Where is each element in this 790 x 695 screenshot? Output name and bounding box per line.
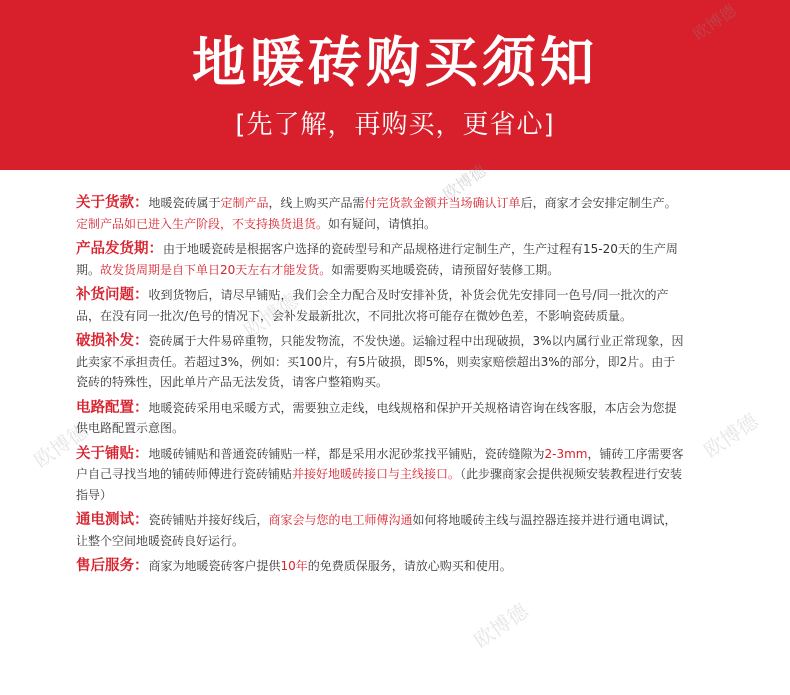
body-text: 如需要购买地暖瓷砖，请预留好装修工期。 bbox=[331, 262, 560, 277]
section-label: 通电测试： bbox=[76, 512, 149, 528]
section-label: 补货问题： bbox=[76, 287, 149, 303]
notice-section bbox=[76, 444, 686, 506]
notice-section bbox=[76, 193, 686, 234]
body-text: 如有疑问，请慎拍。 bbox=[328, 216, 437, 231]
section-label: 售后服务： bbox=[76, 558, 149, 574]
body-text: 地暖瓷砖属于 bbox=[148, 196, 221, 210]
highlight-text: 付完货款金额并当场确认订单 bbox=[364, 196, 521, 210]
notice-section bbox=[76, 285, 686, 326]
highlight-text: 商家会与您的电工师傅沟通 bbox=[268, 513, 413, 527]
notice-section bbox=[76, 398, 686, 439]
body-text: ，线上购买产品需 bbox=[268, 196, 365, 210]
body-text: 瓷砖铺贴并接好线后， bbox=[148, 513, 269, 527]
body-text: （此步骤商家会提供视频安装教程进行安装指导） bbox=[76, 467, 683, 502]
highlight-text: 2-3mm bbox=[544, 446, 588, 461]
body-text: 地暖瓷砖采用电采暖方式，需要独立走线，电线规格和保护开关规格请咨询在线客服，本店会为您提供电路配置示意图。 bbox=[76, 400, 677, 435]
notice-section bbox=[76, 510, 686, 551]
section-label: 破损补发： bbox=[76, 333, 149, 349]
notice-section bbox=[76, 331, 686, 393]
watermark: 欧博德 bbox=[239, 288, 303, 343]
body-text: 瓷砖属于大件易碎重物，只能发物流，不发快递。运输过程中出现破损，3%以内属行业正常现象，因此卖家不承担责任。若超过3%，例如：买100片，有5片破损，即5%，则卖家赔偿超出3%的部分，即2片。由于瓷砖的特殊性，因此单片产品无法发货，请客户整箱购买。 bbox=[76, 334, 684, 389]
section-label: 产品发货期： bbox=[76, 241, 163, 257]
watermark: 欧博德 bbox=[699, 408, 763, 463]
notice-content bbox=[76, 193, 686, 582]
body-text: ，铺砖工序需要客户自己寻找当地的铺砖师傅进行瓷砖铺贴 bbox=[76, 446, 684, 481]
watermark: 欧博德 bbox=[469, 598, 533, 653]
highlight-text: 10年 bbox=[280, 559, 308, 573]
body-text: 的免费质保服务，请放心购买和使用。 bbox=[307, 559, 512, 573]
page-title: 地暖砖购买须知 bbox=[192, 31, 598, 94]
body-text: 后，商家才会安排定制生产。 bbox=[520, 196, 677, 210]
watermark: 欧博德 bbox=[29, 418, 93, 473]
highlight-text: 并接好地暖砖接口与主线接口。 bbox=[292, 467, 461, 481]
watermark: 欧博德 bbox=[689, 0, 740, 44]
body-text: 如何将地暖砖主线与温控器连接并进行通电调试，让整个空间地暖瓷砖良好运行。 bbox=[76, 513, 677, 548]
section-label: 电路配置： bbox=[76, 399, 149, 416]
highlight-text: 定制产品如已进入生产阶段，不支持换货退货。 bbox=[76, 216, 329, 231]
section-label: 关于铺贴： bbox=[76, 445, 149, 462]
watermark: 欧博德 bbox=[439, 160, 490, 204]
body-text: 商家为地暖瓷砖客户提供 bbox=[148, 559, 281, 573]
highlight-text: 定制产品 bbox=[220, 196, 269, 210]
page-subtitle: [先了解，再购买，更省心] bbox=[235, 110, 555, 140]
body-text: 收到货物后，请尽早铺贴，我们会全力配合及时安排补货，补货会优先安排同一色号/同一批次的产品，在没有同一批次/色号的情况下，会补发最新批次，不同批次将可能存在微妙色差，不影响瓷砖质量。 bbox=[76, 288, 669, 323]
notice-section bbox=[76, 556, 686, 577]
body-text: 由于地暖瓷砖是根据客户选择的瓷砖型号和产品规格进行定制生产，生产过程有15-20天的生产周期。 bbox=[76, 242, 678, 277]
header-banner bbox=[0, 0, 790, 170]
body-text: 地暖砖铺贴和普通瓷砖铺贴一样，都是采用水泥砂浆找平铺贴，瓷砖缝隙为 bbox=[148, 446, 545, 461]
highlight-text: 故发货周期是自下单日20天左右才能发货。 bbox=[100, 262, 332, 277]
notice-section bbox=[76, 239, 686, 280]
section-label: 关于货款： bbox=[76, 195, 149, 211]
